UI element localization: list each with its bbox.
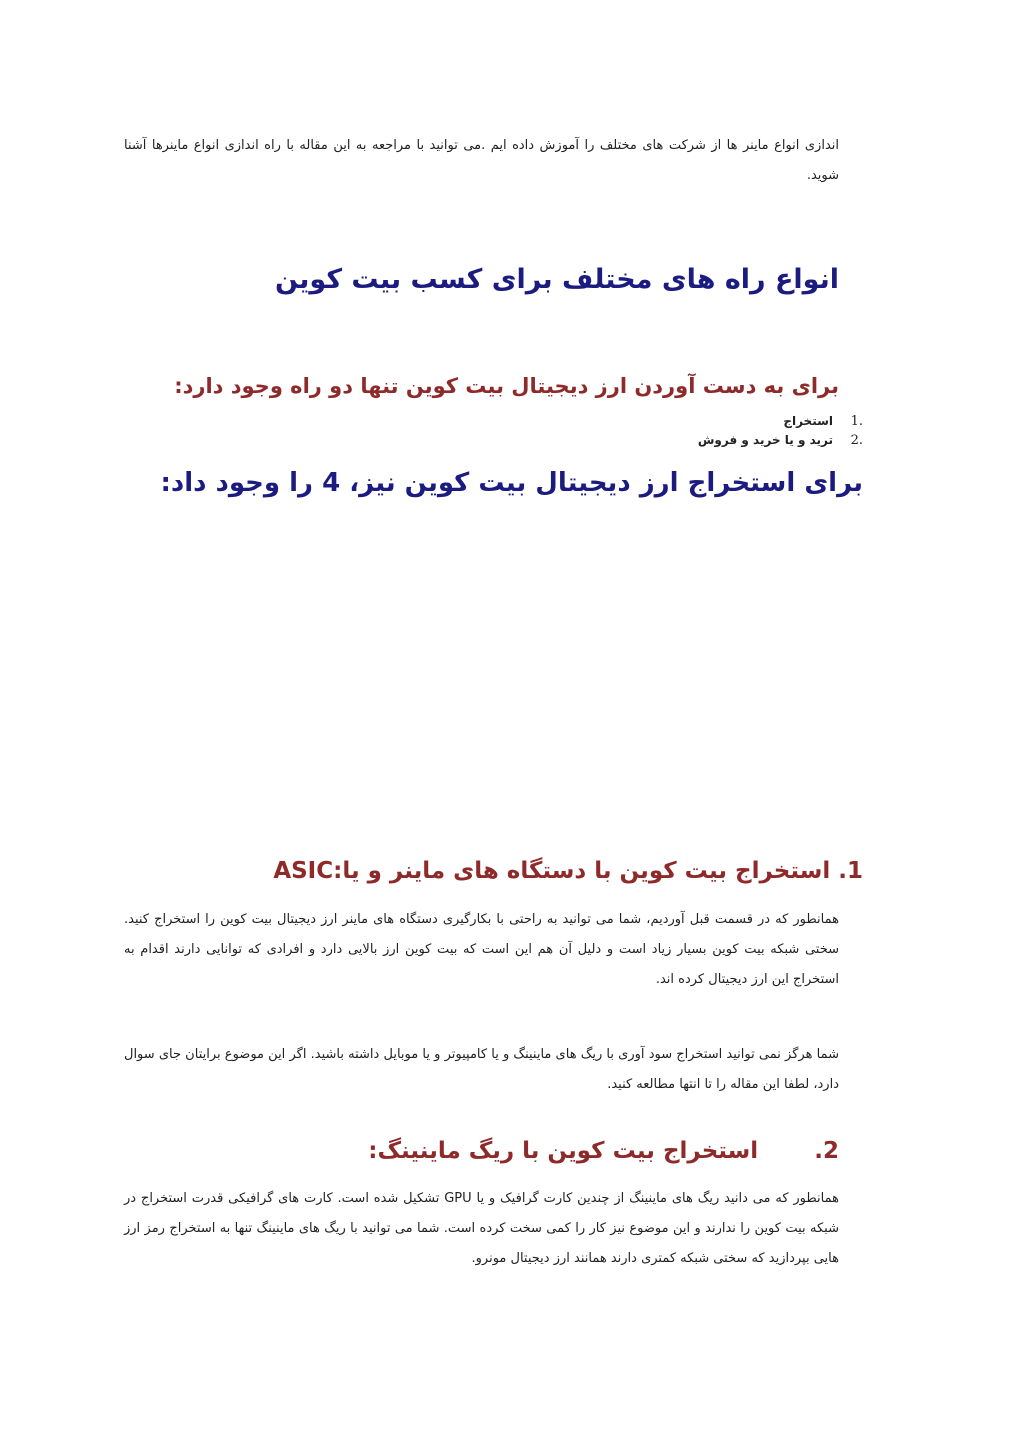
list-item-label: استخراج bbox=[783, 414, 833, 428]
section2-paragraph-1: همانطور که می دانید ریگ های ماینینگ از چندین کارت گرافیک و یا GPU تشکیل شده است. کارت های گرافیکی قدرت استخراج در شبکه بیت کوین را ندارند و این موضوع نیز کار را کمی سخت کرده است. شما می توانید با ریگ های ماینینگ تنها به استخراج رمز ارز هایی بپردازید که سختی شبکه کمتری دارند همانند ارز دیجیتال مونرو. bbox=[124, 1191, 839, 1266]
mining-heading: برای استخراج ارز دیجیتال بیت کوین نیز، 4 را وجود داد: bbox=[160, 468, 863, 498]
ways-list bbox=[463, 412, 863, 450]
list-item-number: .2 bbox=[850, 433, 863, 448]
intro-paragraph: اندازی انواع ماینر ها از شرکت های مختلف را آموزش داده ایم .می توانید با مراجعه به این مقاله با راه اندازی انواع ماینرها آشنا شوید. bbox=[124, 138, 839, 183]
section1-title: 1. استخراج بیت کوین با دستگاه های ماینر و یا:ASIC bbox=[273, 858, 863, 884]
section2-title: 2. استخراج بیت کوین با ریگ ماینینگ: bbox=[368, 1138, 839, 1164]
section1-paragraph-2: شما هرگز نمی توانید استخراج سود آوری با ریگ های ماینینگ و یا کامپیوتر و یا موبایل داشته باشید. اگر این موضوع برایتان جای سوال دارد، لطفا این مقاله را تا انتها مطالعه کنید. bbox=[124, 1047, 839, 1092]
list-item bbox=[463, 431, 863, 450]
list-item-label: ترید و یا خرید و فروش bbox=[697, 433, 833, 447]
list-item-number: .1 bbox=[850, 414, 863, 429]
section1-paragraph-1: همانطور که در قسمت قبل آوردیم، شما می توانید به راحتی با بکارگیری دستگاه های ماینر ارز دیجیتال بیت کوین را استخراج کنید. سختی شبکه بیت کوین بسیار زیاد است و دلیل آن هم این است که بیت کوین ارز بالایی دارد و افرادی که توانایی دارند اقدام به استخراج این ارز دیجیتال کرده اند. bbox=[124, 912, 839, 987]
list-item bbox=[463, 412, 863, 431]
ways-heading: برای به دست آوردن ارز دیجیتال بیت کوین تنها دو راه وجود دارد: bbox=[174, 374, 839, 398]
main-heading: انواع راه های مختلف برای کسب بیت کوین bbox=[274, 264, 839, 295]
